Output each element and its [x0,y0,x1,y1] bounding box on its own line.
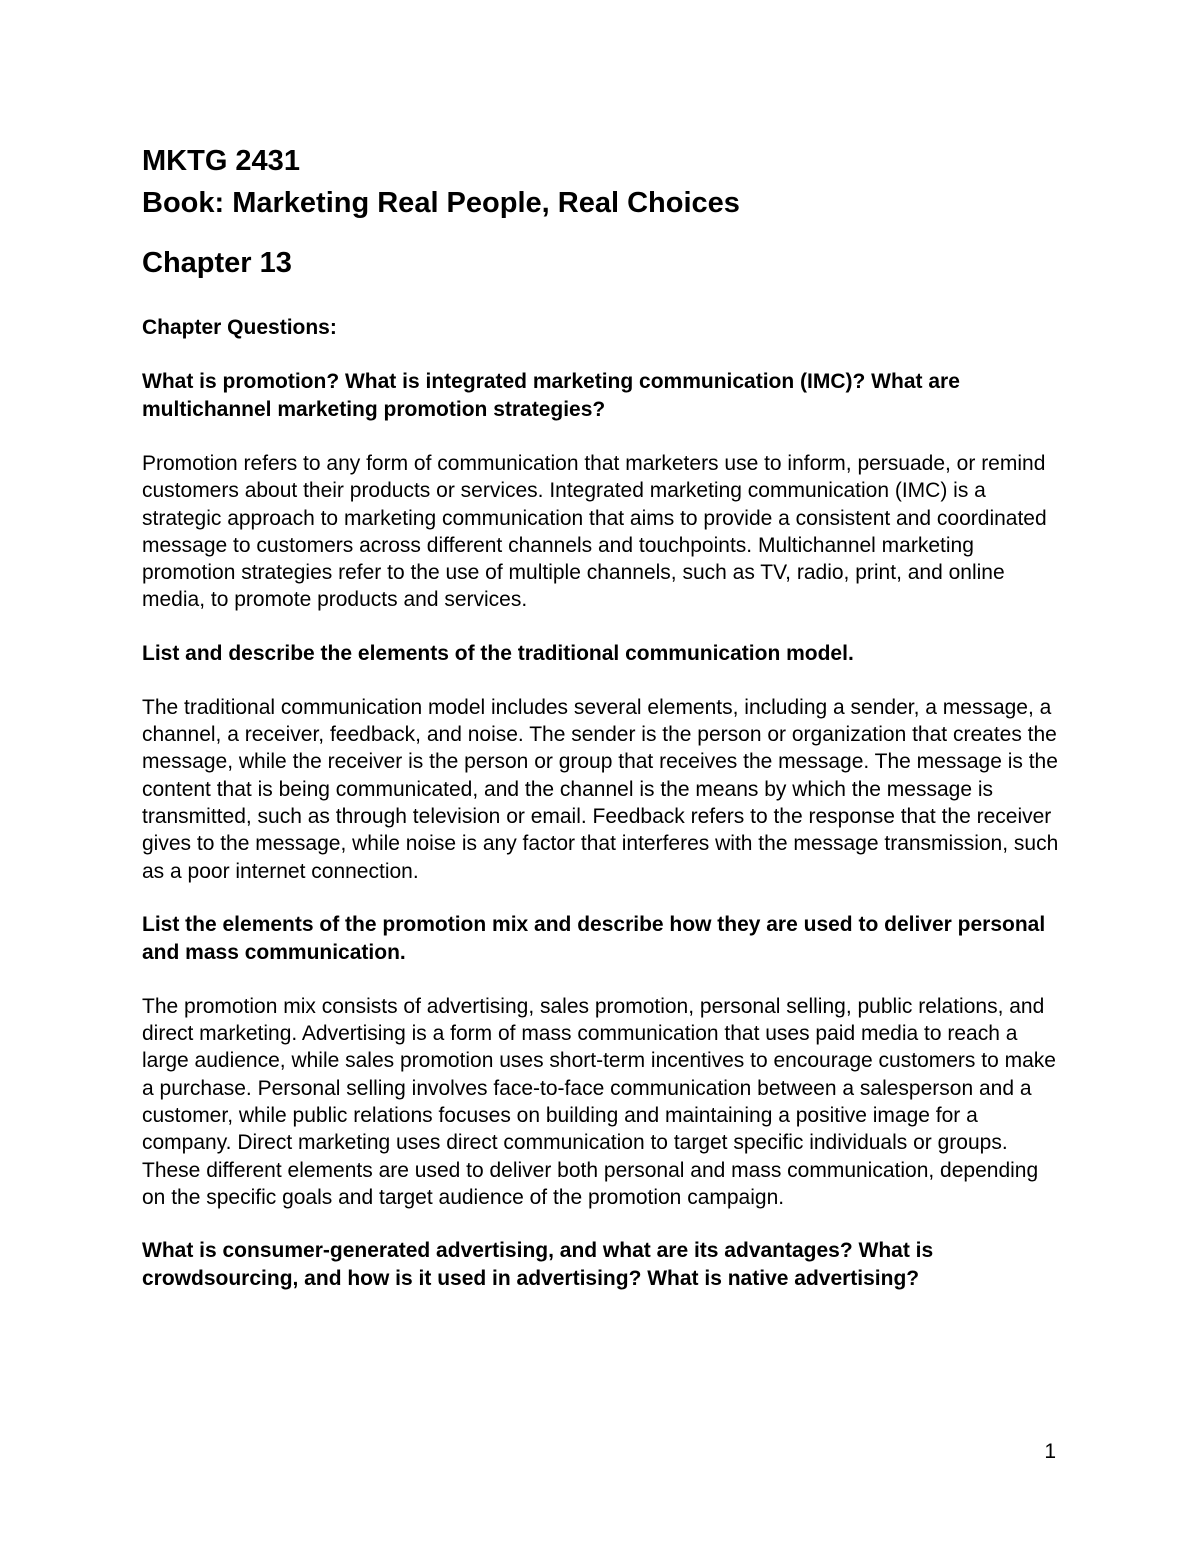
page-number: 1 [1044,1440,1056,1463]
question-1: What is promotion? What is integrated marketing communication (IMC)? What are multichannel marketing promotion strategies? [142,370,960,421]
book-title: Book: Marketing Real People, Real Choices [142,187,740,219]
chapter-title: Chapter 13 [142,247,292,279]
answer-1: Promotion refers to any form of communication that marketers use to inform, persuade, or remind customers about their products or services. Integrated marketing communication (IMC) is a strategic approach to marketing communication that aims to provide a consistent and coordinated message to customers across different channels and touchpoints. Multichannel marketing promotion strategies refer to the use of multiple channels, such as TV, radio, print, and online media, to promote products and services. [142,452,1047,612]
course-code: MKTG 2431 [142,145,300,177]
question-3: List the elements of the promotion mix and describe how they are used to deliver personal and mass communication. [142,912,1046,964]
answer-3: The promotion mix consists of advertising, sales promotion, personal selling, public relations, and direct marketing. Advertising is a form of mass communication that uses paid media to reach a large audience, while sales promotion uses short-term incentives to encourage customers to make a purchase. Personal selling involves face-to-face communication between a salesperson and a customer, while public relations focuses on building and maintaining a positive image for a company. Direct marketing uses direct communication to target specific individuals or groups. These different elements are used to deliver both personal and mass communication, depending on the specific goals and target audience of the promotion campaign. [142,994,1056,1209]
page-content [142,140,1062,1293]
section-heading: Chapter Questions: [142,316,337,339]
question-4: What is consumer-generated advertising, and what are its advantages? What is crowdsourcing, and how is it used in advertising? What is native advertising? [142,1239,934,1291]
answer-2: The traditional communication model includes several elements, including a sender, a message, a channel, a receiver, feedback, and noise. The sender is the person or organization that creates the message, while the receiver is the person or group that receives the message. The message is the content that is being communicated, and the channel is the means by which the message is transmitted, such as through television or email. Feedback refers to the response that the receiver gives to the message, while noise is any factor that interferes with the message transmission, such as a poor internet connection. [142,695,1059,883]
question-2: List and describe the elements of the traditional communication model. [142,641,854,665]
